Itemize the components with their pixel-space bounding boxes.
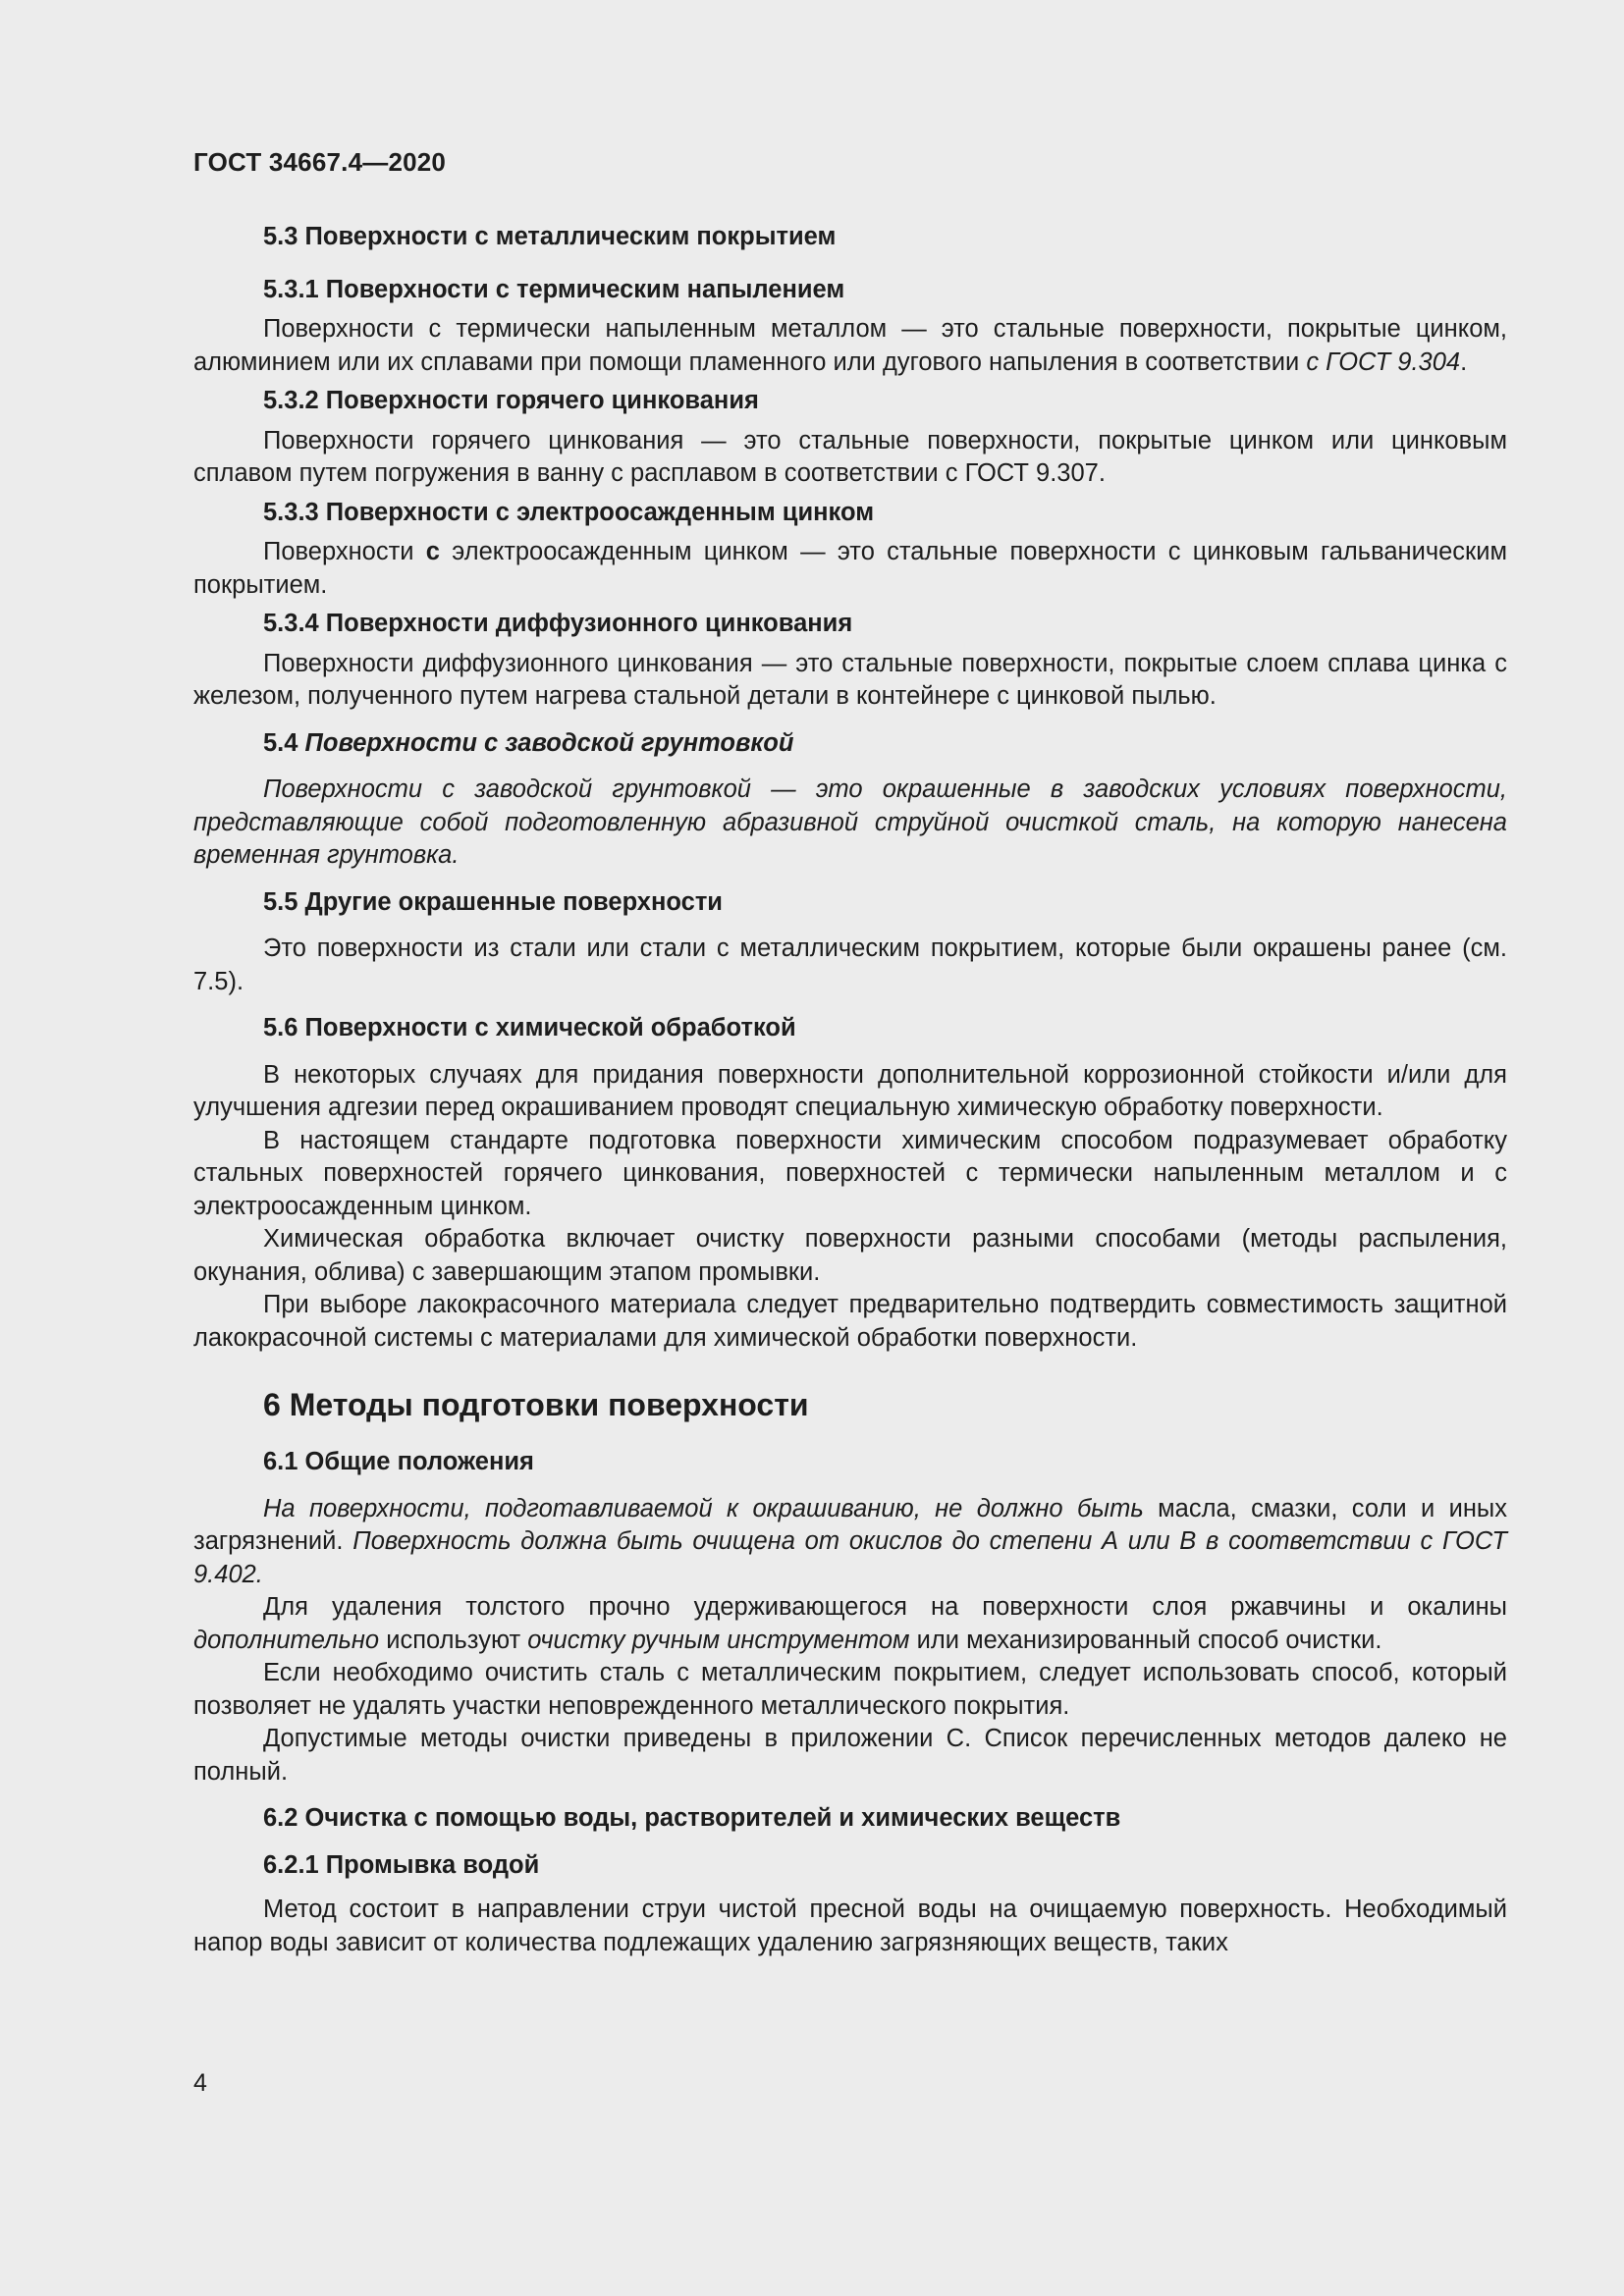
- section-6-2-1-heading: 6.2.1 Промывка водой: [263, 1850, 540, 1879]
- paragraph-text: используют: [379, 1626, 528, 1654]
- section-5-6-paragraph-4: При выборе лакокрасочного материала следует предварительно подтвердить совместимость защитной лакокрасочной системы с материалами для химической обработки поверхности.: [193, 1291, 1507, 1352]
- section-5-4-paragraph: Поверхности с заводской грунтовкой — это окрашенные в заводских условиях поверхности, представляющие собой подготовленную абразивной струйной очисткой сталь, на которую нанесена временная грунтовка.: [193, 775, 1507, 869]
- paragraph-text-italic: Поверхность должна быть очищена от окислов до степени А или В в соответствии с ГОСТ 9.402.: [193, 1527, 1507, 1588]
- section-6-1-paragraph-4: Допустимые методы очистки приведены в приложении С. Список перечисленных методов далеко не полный.: [193, 1725, 1507, 1786]
- section-5-3-heading: 5.3 Поверхности с металлическим покрытием: [263, 223, 837, 250]
- paragraph-text-italic: очистку ручным инструментом: [527, 1626, 910, 1654]
- page-number: 4: [193, 2069, 207, 2097]
- section-6-1-paragraph-3: Если необходимо очистить сталь с металлическим покрытием, следует использовать способ, который позволяет не удалять участки неповрежденного металлического покрытия.: [193, 1659, 1507, 1720]
- section-6-2-1-paragraph: Метод состоит в направлении струи чистой пресной воды на очищаемую поверхность. Необходимый напор воды зависит от количества подлежащих удалению загрязняющих веществ, таких: [193, 1896, 1507, 1956]
- section-5-3-4-heading: 5.3.4 Поверхности диффузионного цинкования: [263, 610, 853, 637]
- section-5-5-heading: 5.5 Другие окрашенные поверхности: [263, 887, 723, 916]
- section-5-6-paragraph-3: Химическая обработка включает очистку поверхности разными способами (методы распыления, окунания, облива) с завершающим этапом промывки.: [193, 1225, 1507, 1286]
- section-5-3-1-heading: 5.3.1 Поверхности с термическим напылением: [263, 275, 845, 303]
- section-5-3-3-paragraph: [193, 536, 1507, 602]
- section-title: Поверхности с заводской грунтовкой: [304, 728, 794, 757]
- paragraph-text-bold: с: [425, 538, 440, 565]
- section-6-1-heading: 6.1 Общие положения: [263, 1448, 534, 1475]
- section-5-3-2-heading: 5.3.2 Поверхности горячего цинкования: [263, 387, 759, 414]
- paragraph-text-italic: На поверхности, подготавливаемой к окрашиванию, не должно быть: [263, 1494, 1144, 1522]
- section-5-4-heading: [193, 727, 1507, 761]
- section-5-6-paragraph-1: В некоторых случаях для придания поверхности дополнительной коррозионной стойкости и/или для улучшения адгезии перед окрашиванием проводят специальную химическую обработку поверхности.: [193, 1060, 1507, 1121]
- section-5-3-2-paragraph: Поверхности горячего цинкования — это стальные поверхности, покрытые цинком или цинковым сплавом путем погружения в ванну с расплавом в соответствии с ГОСТ 9.307.: [193, 426, 1507, 487]
- section-6-2-heading: 6.2 Очистка с помощью воды, растворителей и химических веществ: [263, 1804, 1121, 1832]
- section-5-3-3-heading: 5.3.3 Поверхности с электроосажденным цинком: [263, 498, 875, 526]
- paragraph-text-italic: дополнительно: [193, 1626, 380, 1654]
- paragraph-text: Для удаления толстого прочно удерживающегося на поверхности слоя ржавчины и окалины: [263, 1593, 1507, 1621]
- section-5-3-1-paragraph: [193, 313, 1507, 379]
- section-5-5-paragraph: Это поверхности из стали или стали с металлическим покрытием, которые были окрашены ранее (см. 7.5).: [193, 934, 1507, 995]
- paragraph-text: .: [1460, 347, 1468, 376]
- document-code-header: ГОСТ 34667.4—2020: [193, 147, 447, 177]
- section-5-3-4-paragraph: Поверхности диффузионного цинкования — это стальные поверхности, покрытые слоем сплава цинка с железом, полученного путем нагрева стальной детали в контейнере с цинковой пылью.: [193, 649, 1507, 710]
- chapter-6-heading: 6 Методы подготовки поверхности: [263, 1387, 809, 1422]
- section-5-6-paragraph-2: В настоящем стандарте подготовка поверхности химическим способом подразумевает обработку стальных поверхностей горячего цинкования, поверхностей с термически напыленным металлом и с электроосажденным цинком.: [193, 1126, 1507, 1220]
- section-6-1-paragraph-2: [193, 1591, 1507, 1657]
- paragraph-text: электроосажденным цинком — это стальные поверхности с цинковым гальваническим покрытием.: [193, 538, 1507, 599]
- section-6-1-paragraph-1: [193, 1493, 1507, 1592]
- standard-reference: с ГОСТ 9.304: [1306, 347, 1461, 376]
- paragraph-text: Поверхности: [263, 538, 426, 565]
- section-5-6-heading: 5.6 Поверхности с химической обработкой: [263, 1014, 796, 1041]
- section-number: 5.4: [263, 728, 305, 757]
- paragraph-text: масла, смазки, соли и иных загрязнений.: [193, 1494, 1507, 1555]
- paragraph-text: Поверхности с термически напыленным металлом — это стальные поверхности, покрытые цинком, алюминием или их сплавами при помощи пламенного или дугового напыления в соответствии: [193, 315, 1507, 376]
- paragraph-text: или механизированный способ очистки.: [909, 1626, 1382, 1654]
- document-body: [193, 221, 1507, 1959]
